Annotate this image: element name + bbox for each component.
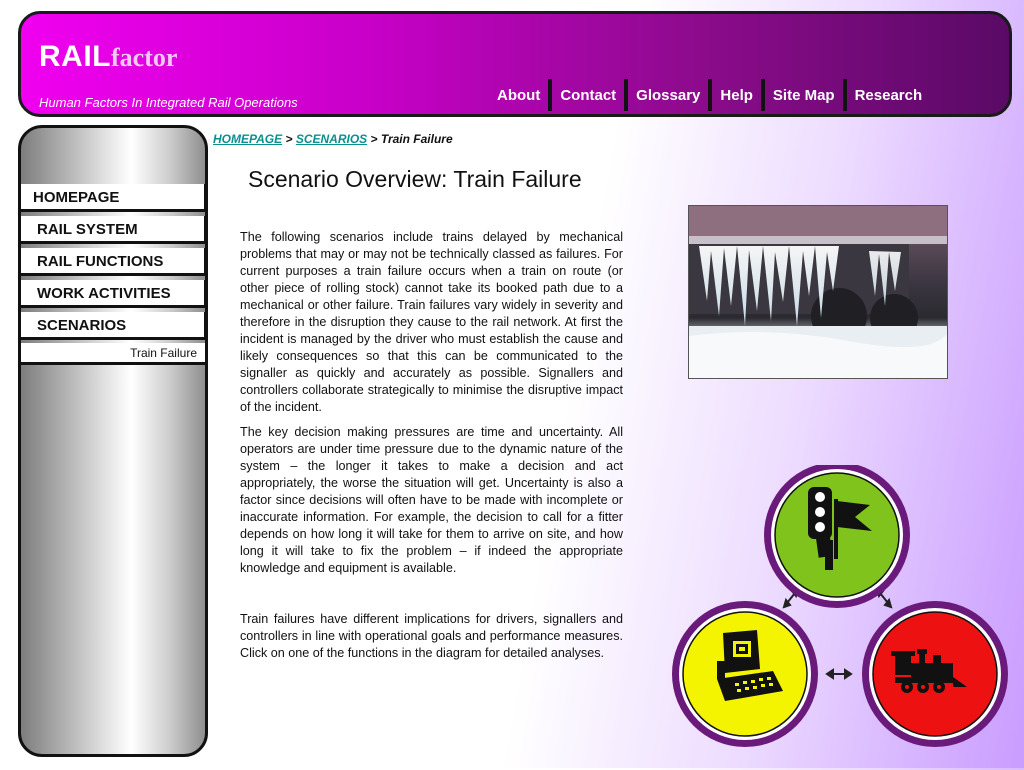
sidebar-item-rail-functions[interactable]: RAIL FUNCTIONS bbox=[21, 248, 207, 276]
controller-function-button[interactable] bbox=[672, 601, 818, 747]
page-title: Scenario Overview: Train Failure bbox=[248, 166, 582, 192]
nav-divider bbox=[708, 79, 712, 111]
nav-contact[interactable]: Contact bbox=[560, 86, 617, 104]
nav-research[interactable]: Research bbox=[854, 86, 923, 104]
nav-divider bbox=[624, 79, 628, 111]
breadcrumb-separator: > bbox=[367, 132, 381, 146]
nav-about[interactable]: About bbox=[497, 86, 541, 104]
frozen-train-illustration bbox=[689, 206, 947, 378]
sidebar-item-rail-system[interactable]: RAIL SYSTEM bbox=[21, 216, 207, 244]
paragraph-implications: Train failures have different implications for drivers, signallers and controllers in line with operational goals and performance measures. Click on one of the functions in the diagram for detailed analyses. bbox=[240, 612, 623, 660]
breadcrumb bbox=[213, 132, 453, 146]
breadcrumb-current: Train Failure bbox=[380, 132, 453, 146]
sidebar bbox=[18, 125, 208, 757]
top-nav bbox=[491, 78, 928, 112]
nav-divider bbox=[761, 79, 765, 111]
tagline: Human Factors In Integrated Rail Operations bbox=[39, 95, 298, 110]
nav-site-map[interactable]: Site Map bbox=[772, 86, 835, 104]
functions-diagram-svg bbox=[665, 465, 1015, 765]
sidebar-item-homepage[interactable]: HOMEPAGE bbox=[21, 184, 207, 212]
driver-function-button[interactable] bbox=[862, 601, 1008, 747]
sidebar-item-work-activities[interactable]: WORK ACTIVITIES bbox=[21, 280, 207, 308]
sidebar-item-scenarios[interactable]: SCENARIOS bbox=[21, 312, 207, 340]
nav-divider bbox=[843, 79, 847, 111]
logo-rail: RAIL bbox=[39, 40, 111, 73]
signaller-function-button[interactable] bbox=[764, 465, 910, 608]
paragraph-intro: The following scenarios include trains delayed by mechanical problems that may or may not be technically classed as failures. For current purposes a train failure occurs when a train on route (or other piece of rolling stock) cannot take its booked path due to a mechanical or other failure. Train failures vary widely in severity and therefore in the disruption they cause to the rail network. At first the incident is managed by the driver who must establish the cause and likely consequences so that this can be communicated to the signaller as quickly and accurately as possible. Signallers and controllers collaborate strategically to minimise the disruptive impact of the incident. bbox=[240, 230, 623, 414]
functions-diagram bbox=[665, 465, 1015, 765]
sidebar-subitem-train-failure[interactable]: Train Failure bbox=[21, 343, 208, 365]
main-content bbox=[240, 229, 623, 670]
nav-glossary[interactable]: Glossary bbox=[636, 86, 701, 104]
logo-factor: factor bbox=[111, 43, 178, 72]
breadcrumb-scenarios-link[interactable]: SCENARIOS bbox=[295, 132, 368, 146]
site-logo[interactable] bbox=[39, 42, 177, 72]
site-header bbox=[18, 11, 1012, 117]
nav-divider bbox=[548, 79, 552, 111]
frozen-train-photo bbox=[688, 205, 948, 379]
breadcrumb-separator: > bbox=[282, 132, 296, 146]
breadcrumb-homepage-link[interactable]: HOMEPAGE bbox=[213, 132, 283, 146]
sidebar-menu bbox=[21, 184, 208, 365]
paragraph-pressures: The key decision making pressures are time and uncertainty. All operators are under time pressure due to the dynamic nature of the system – the longer it takes to make a decision and act appropriately, the worse the situation will get. Uncertainty is also a factor since decisions will often have to be made with incomplete or inaccurate information. For example, the decision to call for a fitter depends on how long it will take for them to arrive on site, and how long it will take to fix the problem – if indeed the appropriate knowledge and equipment is available. bbox=[240, 425, 623, 575]
nav-help[interactable]: Help bbox=[720, 86, 753, 104]
